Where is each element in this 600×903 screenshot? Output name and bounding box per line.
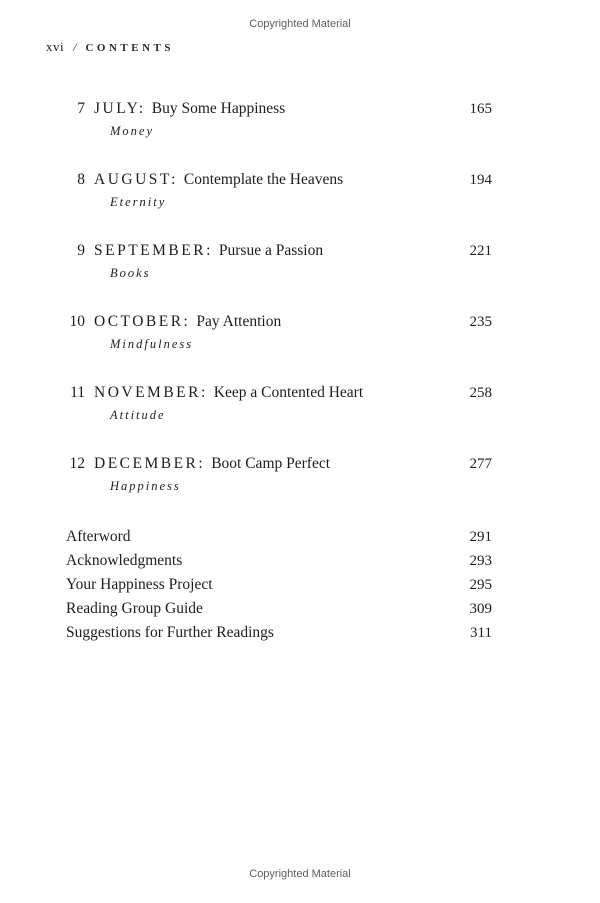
toc-backmatter-list [66, 525, 492, 645]
toc-chapter-line [58, 241, 492, 261]
chapter-page-number: 194 [469, 172, 492, 188]
chapter-page-number: 235 [469, 314, 492, 330]
chapter-number: 12 [69, 455, 85, 472]
toc-chapter-line [58, 170, 492, 190]
backmatter-title: Your Happiness Project [66, 576, 213, 593]
backmatter-entry [66, 621, 492, 645]
toc-chapter-entry [58, 99, 492, 139]
contents-heading: CONTENTS [85, 42, 174, 54]
toc-chapter-entry [58, 312, 492, 352]
chapter-number: 11 [70, 384, 85, 401]
toc-chapter-line [58, 312, 492, 332]
backmatter-title: Suggestions for Further Readings [66, 624, 274, 641]
chapter-month: DECEMBER: [94, 455, 206, 472]
folio-page-number: xvi [46, 39, 65, 54]
chapter-page-number: 221 [469, 243, 492, 259]
backmatter-entry [66, 525, 492, 549]
backmatter-title: Afterword [66, 528, 131, 545]
toc-chapter-entry [58, 383, 492, 423]
chapter-subtitle: Happiness [110, 479, 181, 493]
backmatter-title: Reading Group Guide [66, 600, 203, 617]
chapter-number: 9 [77, 242, 85, 259]
copyright-notice-bottom: Copyrighted Material [249, 868, 351, 880]
chapter-title: Buy Some Happiness [151, 100, 286, 117]
running-header [46, 39, 174, 55]
chapter-number: 10 [69, 313, 85, 330]
chapter-title: Pursue a Passion [218, 242, 324, 259]
chapter-month: SEPTEMBER: [94, 242, 213, 259]
backmatter-page-number: 291 [469, 529, 492, 545]
chapter-month: AUGUST: [94, 171, 178, 188]
chapter-month: JULY: [94, 100, 146, 117]
backmatter-entry [66, 573, 492, 597]
toc-chapter-line [58, 99, 492, 119]
chapter-title: Boot Camp Perfect [211, 455, 331, 472]
backmatter-entry [66, 549, 492, 573]
toc-chapter-line [58, 383, 492, 403]
toc-chapter-line [58, 454, 492, 474]
chapter-subtitle: Books [110, 266, 151, 280]
backmatter-page-number: 293 [469, 553, 492, 569]
chapter-subtitle: Eternity [110, 195, 167, 209]
chapter-number: 8 [77, 171, 85, 188]
chapter-page-number: 258 [469, 385, 492, 401]
chapter-subtitle: Attitude [110, 408, 166, 422]
backmatter-page-number: 295 [469, 577, 492, 593]
toc-chapter-entry [58, 170, 492, 210]
chapter-month: OCTOBER: [94, 313, 191, 330]
copyright-notice-top: Copyrighted Material [249, 18, 351, 30]
toc-chapter-list [58, 99, 492, 525]
chapter-subtitle: Money [110, 124, 155, 138]
chapter-page-number: 165 [469, 101, 492, 117]
chapter-month: NOVEMBER: [94, 384, 208, 401]
toc-chapter-entry [58, 241, 492, 281]
backmatter-page-number: 309 [469, 601, 492, 617]
backmatter-page-number: 311 [470, 625, 492, 641]
backmatter-title: Acknowledgments [66, 552, 183, 569]
chapter-title: Keep a Contented Heart [213, 384, 364, 401]
toc-chapter-entry [58, 454, 492, 494]
chapter-title: Pay Attention [196, 313, 282, 330]
chapter-subtitle: Mindfulness [110, 337, 194, 351]
chapter-title: Contemplate the Heavens [183, 171, 344, 188]
chapter-number: 7 [77, 100, 85, 117]
header-separator: / [73, 40, 77, 54]
backmatter-entry [66, 597, 492, 621]
chapter-page-number: 277 [469, 456, 492, 472]
